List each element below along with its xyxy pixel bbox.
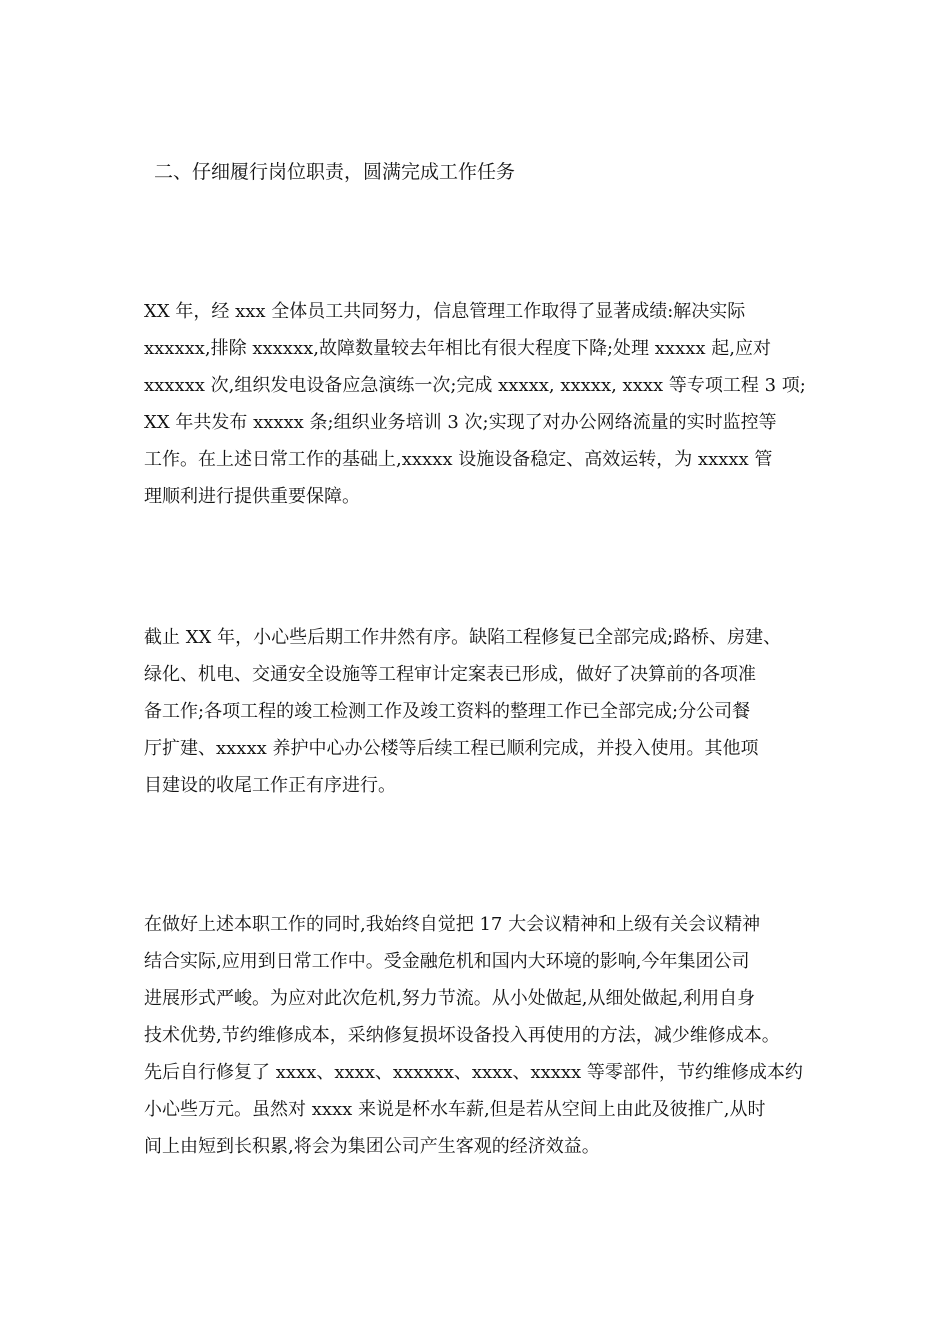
text-line: 厅扩建、xxxxx 养护中心办公楼等后续工程已顺利完成，并投入使用。其他项	[144, 738, 759, 759]
text-line: XX 年，经 xxx 全体员工共同努力，信息管理工作取得了显著成绩:解决实际	[144, 301, 746, 322]
text-line: xxxxxx 次,组织发电设备应急演练一次;完成 xxxxx, xxxxx, xxxx 等专项工程 3 项;	[144, 375, 806, 396]
text-line: 工作。在上述日常工作的基础上,xxxxx 设施设备稳定、高效运转，为 xxxxx 管	[144, 449, 773, 470]
section-heading: 二、仔细履行岗位职责，圆满完成工作任务	[154, 161, 516, 183]
paragraph-2	[144, 619, 844, 804]
text-line: 截止 XX 年，小心些后期工作井然有序。缺陷工程修复已全部完成;路桥、房建、	[144, 627, 782, 648]
text-line: 先后自行修复了 xxxx、xxxx、xxxxxx、xxxx、xxxxx 等零部件，节约维修成本约	[144, 1062, 803, 1083]
text-line: 技术优势,节约维修成本，采纳修复损坏设备投入再使用的方法，减少维修成本。	[144, 1025, 780, 1046]
text-line: 目建设的收尾工作正有序进行。	[144, 775, 396, 796]
text-line: 在做好上述本职工作的同时,我始终自觉把 17 大会议精神和上级有关会议精神	[144, 914, 761, 935]
text-line: xxxxxx,排除 xxxxxx,故障数量较去年相比有很大程度下降;处理 xxxxx 起,应对	[144, 338, 771, 359]
paragraph-3	[144, 906, 844, 1165]
text-line: 备工作;各项工程的竣工检测工作及竣工资料的整理工作已全部完成;分公司餐	[144, 701, 751, 722]
paragraph-1	[144, 293, 844, 515]
text-line: 进展形式严峻。为应对此次危机,努力节流。从小处做起,从细处做起,利用自身	[144, 988, 756, 1009]
text-line: 间上由短到长积累,将会为集团公司产生客观的经济效益。	[144, 1136, 600, 1157]
text-line: XX 年共发布 xxxxx 条;组织业务培训 3 次;实现了对办公网络流量的实时监控等	[144, 412, 777, 433]
text-line: 小心些万元。虽然对 xxxx 来说是杯水车薪,但是若从空间上由此及彼推广,从时	[144, 1099, 766, 1120]
text-line: 结合实际,应用到日常工作中。受金融危机和国内大环境的影响,今年集团公司	[144, 951, 750, 972]
text-line: 理顺利进行提供重要保障。	[144, 486, 360, 507]
text-line: 绿化、机电、交通安全设施等工程审计定案表已形成，做好了决算前的各项准	[144, 664, 756, 685]
